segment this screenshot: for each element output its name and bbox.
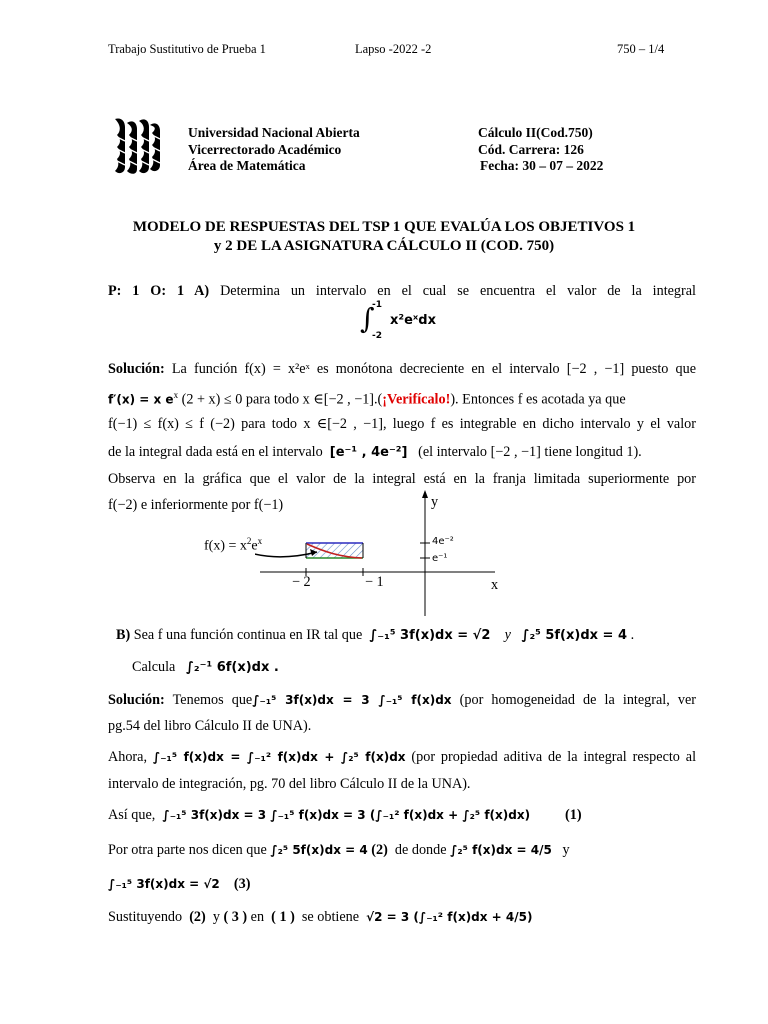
part-a-sol-line2: f′(x) = x $e^x$ (2 + x) ≤ 0 para todo x ∈[−2 , −1].(¡Verifícalo!). Entonces f es acotada ya que xyxy=(108,390,626,408)
part-a-sol5: Observa en la gráfica que el valor de la integral está en la franja limitada superiormente por xyxy=(108,471,696,487)
equation-3-label: (3) xyxy=(233,876,251,892)
graph-x-label: x xyxy=(491,577,499,593)
given-2-expr: ∫₂⁵ 5f(x)dx = 4 xyxy=(270,843,368,857)
ref-eq-3: ( 3 ) xyxy=(223,909,248,925)
part-b-sol8b: se obtiene xyxy=(301,909,360,925)
hatched-region xyxy=(306,543,363,558)
graph-tick-minus2: − 2 xyxy=(292,574,311,590)
graph-lower-label: e⁻¹ xyxy=(432,553,448,564)
equation-1-label: (1) xyxy=(565,807,582,823)
part-b-line2 xyxy=(132,659,279,676)
additivity-expr: ∫₋₁⁵ f(x)dx = ∫₋₁² f(x)dx + ∫₂⁵ f(x)dx xyxy=(152,750,406,764)
ref-eq-1: ( 1 ) xyxy=(271,909,295,925)
graph-tick-minus1: − 1 xyxy=(365,574,384,590)
part-a-question-line xyxy=(108,283,696,300)
verify-note: ¡Verifícalo! xyxy=(382,391,451,408)
part-b-label: B) xyxy=(116,627,131,643)
part-a-sol2b: (2 + x) ≤ 0 para todo x ∈[−2 , −1].( xyxy=(181,391,383,408)
part-a-label: P: 1 O: 1 A) xyxy=(108,283,210,299)
part-a-sol6: f(−2) e inferiormente por f(−1) xyxy=(108,497,284,513)
solution-label: Solución: xyxy=(108,361,165,377)
bound-interval: [e⁻¹ , 4e⁻²] xyxy=(329,445,408,460)
header-period: Lapso -2022 -2 xyxy=(355,42,432,56)
equation-2-label: (2) xyxy=(371,842,388,858)
part-b-sol4: intervalo de integración, pg. 70 del libro Cálculo II de la UNA). xyxy=(108,776,471,792)
part-a-sol3: f(−1) ≤ f(x) ≤ f (−2) para todo x ∈[−2 , −1], luego f es integrable en dicho intervalo y el valor xyxy=(108,416,696,432)
graph-func-label: $f(x) = x^2e^x$ xyxy=(204,536,263,554)
part-a-sol4b: (el intervalo [−2 , −1] tiene longitud 1). xyxy=(418,444,642,460)
part-a-sol2c: ). Entonces f es acotada ya que xyxy=(450,391,626,408)
integral-graph xyxy=(255,488,515,620)
part-b-sol1b: (por homogeneidad de la integral, ver xyxy=(459,692,696,708)
graph-y-label: y xyxy=(431,494,439,510)
part-b-sol8-en: en xyxy=(250,909,265,925)
part-b-sol1a: Tenemos que xyxy=(172,692,253,708)
part-a-sol-line1 xyxy=(108,361,696,378)
derived-expr: ∫₂⁵ f(x)dx = 4/5 xyxy=(450,843,552,857)
part-a-integral xyxy=(360,300,450,342)
header-doc-title: Trabajo Sustitutivo de Prueba 1 xyxy=(108,42,266,56)
part-b-sol3b: (por propiedad aditiva de la integral respecto al xyxy=(411,749,697,765)
y-axis-arrow xyxy=(422,490,428,498)
part-b-and: y xyxy=(504,627,511,643)
part-b-sol-line7 xyxy=(108,876,250,893)
header-page: 750 – 1/4 xyxy=(617,42,665,56)
part-a-sol-line4 xyxy=(108,444,696,461)
part-b-text1: Sea f una función continua en IR tal que xyxy=(133,627,363,643)
part-b-sol5a: Así que, xyxy=(108,807,156,823)
course-name: Cálculo II(Cod.750) xyxy=(478,125,593,140)
part-b-sol2: pg.54 del libro Cálculo II de UNA). xyxy=(108,718,312,734)
integral-upper: -1 xyxy=(372,300,382,310)
doc-title-line1: MODELO DE RESPUESTAS DEL TSP 1 QUE EVALÚA LOS OBJETIVOS 1 xyxy=(132,219,636,235)
part-a-sol1: La función f(x) = x²eˣ es monótona decreciente en el intervalo [−2 , −1] puesto que xyxy=(171,361,696,377)
homogeneity-expr: ∫₋₁⁵ 3f(x)dx = 3 ∫₋₁⁵ f(x)dx xyxy=(252,693,452,707)
institution-name: Universidad Nacional Abierta xyxy=(188,125,360,140)
institution-area: Área de Matemática xyxy=(188,158,306,173)
part-b-sol8a: Sustituyendo xyxy=(108,909,183,925)
part-a-sol4a: de la integral dada está en el intervalo xyxy=(108,444,323,460)
part-b-sol6a: Por otra parte nos dicen que xyxy=(108,842,267,858)
doc-title-line2: y 2 DE LA ASIGNATURA CÁLCULO II (COD. 750) xyxy=(213,238,555,254)
ref-eq-2: (2) xyxy=(189,909,206,925)
part-a-question: Determina un intervalo en el cual se encuentra el valor de la integral xyxy=(220,283,696,299)
part-b-sol8-y: y xyxy=(212,909,220,925)
given-integral-1: ∫₋₁⁵ 3f(x)dx = √2 xyxy=(369,628,491,643)
course-date: Fecha: 30 – 07 – 2022 xyxy=(480,158,604,173)
course-code: Cód. Carrera: 126 xyxy=(478,142,584,157)
combined-expr: ∫₋₁⁵ 3f(x)dx = 3 ∫₋₁⁵ f(x)dx = 3 (∫₋₁² f(x)dx + ∫₂⁵ f(x)dx) xyxy=(162,808,531,822)
part-b-sol-line5 xyxy=(108,807,530,824)
part-b-line1: B) Sea f una función continua en IR tal que ∫₋₁⁵ 3f(x)dx = √2 y ∫₂⁵ 5f(x)dx = 4 . xyxy=(116,627,635,643)
institution-vicerrectorado: Vicerrectorado Académico xyxy=(188,142,342,157)
given-integral-2: ∫₂⁵ 5f(x)dx = 4 xyxy=(521,628,628,643)
part-b-sol-line6 xyxy=(108,842,570,859)
integrand: x²eˣdx xyxy=(390,313,436,328)
substituted-expr: √2 = 3 (∫₋₁² f(x)dx + 4/5) xyxy=(366,910,533,924)
target-integral: ∫₂⁻¹ 6f(x)dx . xyxy=(185,660,279,675)
graph-upper-label: 4e⁻² xyxy=(432,536,454,547)
given-1-expr: ∫₋₁⁵ 3f(x)dx = √2 xyxy=(108,877,220,891)
una-logo xyxy=(113,117,161,175)
part-b-sol-line3 xyxy=(108,749,696,766)
part-b-solution-label: Solución: xyxy=(108,692,165,708)
part-b-sol-line1 xyxy=(108,692,696,709)
integral-sign: ∫ xyxy=(360,302,375,335)
part-b-sol3a: Ahora, xyxy=(108,749,148,765)
part-b-sol6c: y xyxy=(562,842,570,858)
integral-lower: -2 xyxy=(372,331,382,341)
part-b-calc: Calcula xyxy=(132,659,176,675)
derivative-expr: f′(x) = x e xyxy=(108,392,174,407)
part-b-sol6b: de donde xyxy=(394,842,447,858)
part-b-sol-line8 xyxy=(108,909,532,926)
